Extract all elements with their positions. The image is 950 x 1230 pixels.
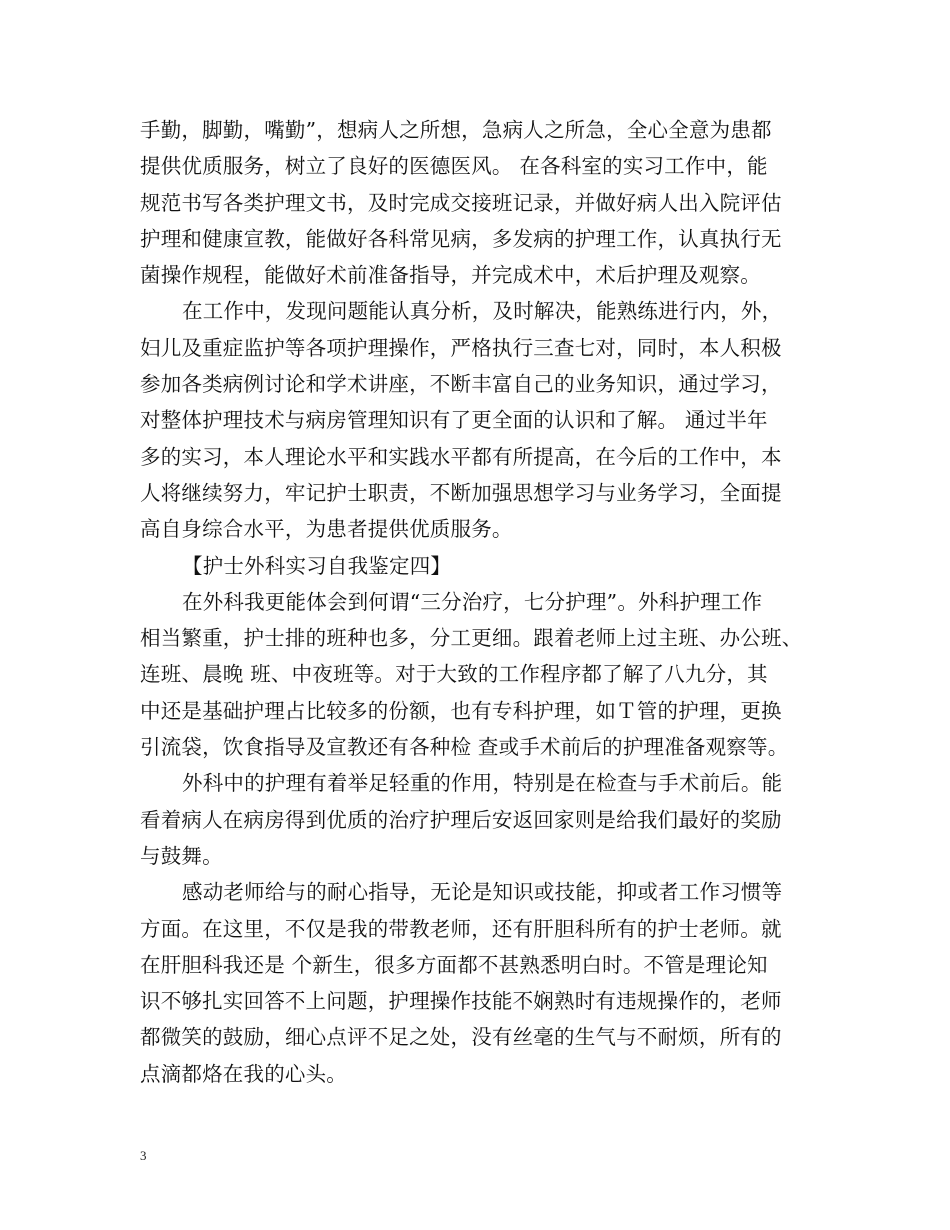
text-line: 引流袋，饮食指导及宣教还有各种检 查或手术前后的护理准备观察等。 xyxy=(140,735,789,760)
text-line: 在肝胆科我还是 个新生，很多方面都不甚熟悉明白时。不管是理论知 xyxy=(140,952,768,977)
text-line: 方面。在这里，不仅是我的带教老师，还有肝胆科所有的护士老师。就 xyxy=(140,916,782,941)
text-line: 规范书写各类护理文书，及时完成交接班记录，并做好病人出入院评估 xyxy=(140,190,782,215)
text-line: 人将继续努力，牢记护士职责，不断加强思想学习与业务学习，全面提 xyxy=(140,480,782,505)
document-body xyxy=(140,112,820,1092)
text-line: 连班、晨晚 班、中夜班等。对于大致的工作程序都了解了八九分，其 xyxy=(140,662,768,687)
text-line: 提供优质服务，树立了良好的医德医风。 在各科室的实习工作中，能 xyxy=(140,154,768,179)
text-line: 相当繁重，护士排的班种也多，分工更细。跟着老师上过主班、办公班、 xyxy=(140,626,803,651)
paragraph-first-line: 在工作中，发现问题能认真分析，及时解决，能熟练进行内，外， xyxy=(182,299,783,324)
paragraph-first-line: 外科中的护理有着举足轻重的作用，特别是在检查与手术前后。能 xyxy=(182,771,783,796)
page-number: 3 xyxy=(140,1148,147,1163)
text-line: 妇儿及重症监护等各项护理操作，严格执行三查七对，同时，本人积极 xyxy=(140,335,782,360)
text-line: 菌操作规程，能做好术前准备指导，并完成术中，术后护理及观察。 xyxy=(140,263,761,288)
text-line: 对整体护理技术与病房管理知识有了更全面的认识和了解。 通过半年 xyxy=(140,408,768,433)
text-line: 都微笑的鼓励，细心点评不足之处，没有丝毫的生气与不耐烦，所有的 xyxy=(140,1025,782,1050)
text-line: 护理和健康宣教，能做好各科常见病，多发病的护理工作，认真执行无 xyxy=(140,226,782,251)
text-line: 与鼓舞。 xyxy=(140,843,223,868)
text-line: 高自身综合水平，为患者提供优质服务。 xyxy=(140,517,513,542)
text-line: 中还是基础护理占比较多的份额，也有专科护理，如Ｔ管的护理，更换 xyxy=(140,698,782,723)
text-line: 识不够扎实回答不上问题，护理操作技能不娴熟时有违规操作的，老师 xyxy=(140,989,782,1014)
paragraph-first-line: 在外科我更能体会到何谓“三分治疗，七分护理”。外科护理工作 xyxy=(182,589,763,614)
text-line: 看着病人在病房得到优质的治疗护理后安返回家则是给我们最好的奖励 xyxy=(140,807,782,832)
section-heading: 【护士外科实习自我鉴定四】 xyxy=(182,553,452,578)
text-line: 参加各类病例讨论和学术讲座，不断丰富自己的业务知识，通过学习， xyxy=(140,372,782,397)
text-line: 手勤，脚勤，嘴勤”，想病人之所想，急病人之所急，全心全意为患都 xyxy=(140,118,772,142)
paragraph-first-line: 感动老师给与的耐心指导，无论是知识或技能，抑或者工作习惯等 xyxy=(182,880,783,905)
text-line: 点滴都烙在我的心头。 xyxy=(140,1061,347,1086)
text-line: 多的实习，本人理论水平和实践水平都有所提高，在今后的工作中，本 xyxy=(140,444,782,469)
